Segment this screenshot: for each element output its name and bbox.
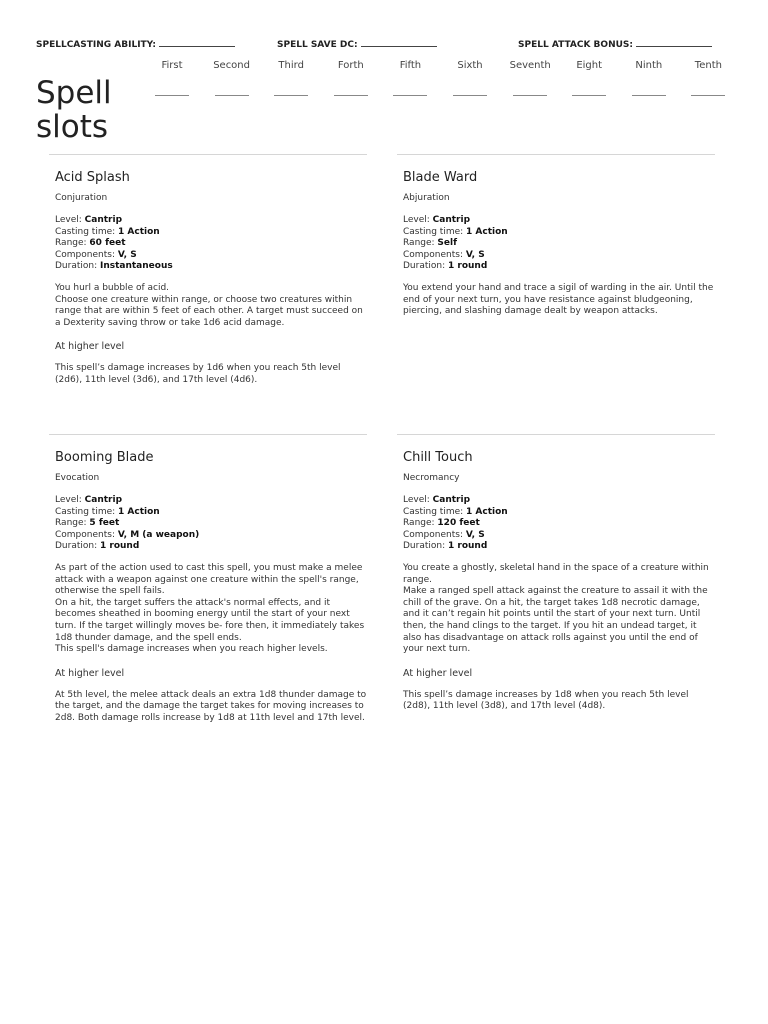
stat-range-value: 60 feet <box>89 238 126 249</box>
spell-name: Chill Touch <box>403 450 473 465</box>
stat-casting-time <box>55 227 367 239</box>
spell-description-paragraph: This spell's damage increases when you reach higher levels. <box>55 644 328 655</box>
spell-school: Abjuration <box>403 193 450 203</box>
spell-card <box>49 154 367 387</box>
stat-duration-label: Duration: <box>403 541 448 552</box>
spell-slot-label: Second <box>213 60 250 71</box>
stat-components-value: V, M (a weapon) <box>117 529 200 540</box>
stat-components-label: Components: <box>55 249 118 260</box>
spell-slot-4 <box>331 60 371 96</box>
stat-range-label: Range: <box>403 518 438 529</box>
stat-range-label: Range: <box>55 518 90 529</box>
spell-card <box>49 434 367 725</box>
stat-duration-label: Duration: <box>55 261 100 272</box>
spell-slot-blank[interactable] <box>215 95 249 96</box>
spell-save-dc-field[interactable] <box>277 37 437 50</box>
spell-slots-title <box>36 76 146 144</box>
spell-slot-2 <box>212 60 252 96</box>
spell-slot-label: Forth <box>337 60 364 71</box>
spell-slots-title-line1: Spell <box>36 75 112 111</box>
spell-description-paragraph: Make a ranged spell attack against the creature to assail it with the chill of the grave. On a hit, the target takes 1d8 necrotic damage, and it can’t regain hit points until the start of your next turn. Until then, the hand clings to the target. If you hit an undead target, it also has disadvantage on attack rolls against you until the end of your next turn. <box>403 586 708 655</box>
spell-school: Conjuration <box>55 193 108 203</box>
spell-card-body <box>397 169 715 318</box>
spell-slot-9 <box>629 60 669 96</box>
spell-slot-8 <box>569 60 609 96</box>
header-row <box>36 37 736 51</box>
stat-range-label: Range: <box>55 238 90 249</box>
stat-level-label: Level: <box>55 495 85 505</box>
stat-level <box>403 215 715 227</box>
spell-school: Necromancy <box>403 473 460 483</box>
stat-components-label: Components: <box>403 249 466 260</box>
stat-range <box>403 518 715 530</box>
stat-level-label: Level: <box>403 215 433 225</box>
stat-casting-time-value: 1 Action <box>466 226 508 237</box>
stat-duration <box>403 541 715 553</box>
stat-range-value: 5 feet <box>89 518 120 529</box>
spell-card-body <box>397 449 715 713</box>
spell-slot-10 <box>688 60 728 96</box>
spell-card <box>397 434 715 713</box>
spell-slot-7 <box>510 60 550 96</box>
spell-name: Acid Splash <box>55 170 130 185</box>
stat-components-value: V, S <box>117 249 137 260</box>
spell-slot-blank[interactable] <box>632 95 666 96</box>
spell-slot-label: Tenth <box>694 60 722 71</box>
spell-attack-bonus-field[interactable] <box>518 37 712 50</box>
at-higher-level-heading: At higher level <box>55 667 125 679</box>
spell-slot-blank[interactable] <box>334 95 368 96</box>
at-higher-level-heading: At higher level <box>55 341 125 353</box>
spell-description-paragraph: You hurl a bubble of acid. <box>55 282 170 293</box>
spell-card-body <box>49 449 367 725</box>
spell-attack-bonus-label: SPELL ATTACK BONUS: <box>518 40 633 50</box>
stat-casting-time-label: Casting time: <box>403 226 467 237</box>
stat-duration <box>55 261 367 273</box>
stat-duration <box>55 541 367 553</box>
stat-components <box>403 250 715 262</box>
stat-level-value: Cantrip <box>84 215 123 225</box>
spell-slot-label: Third <box>278 60 304 71</box>
stat-casting-time-label: Casting time: <box>55 506 119 517</box>
spell-slot-label: Eight <box>576 60 603 71</box>
stat-duration-label: Duration: <box>403 261 448 272</box>
spell-stats <box>403 495 715 553</box>
spell-slot-blank[interactable] <box>393 95 427 96</box>
spell-stats <box>55 215 367 273</box>
spell-slot-label: Seventh <box>509 60 551 71</box>
stat-duration <box>403 261 715 273</box>
stat-components <box>55 250 367 262</box>
stat-range <box>55 238 367 250</box>
spell-description-paragraph: Choose one creature within range, or choose two creatures within range that are within 5 feet of each other. A target must succeed on a Dexterity saving throw or take 1d6 acid damage. <box>55 294 363 328</box>
spell-slots-title-line2: slots <box>36 109 109 145</box>
spell-slot-blank[interactable] <box>513 95 547 96</box>
spell-slot-5 <box>390 60 430 96</box>
stat-casting-time-value: 1 Action <box>466 506 508 517</box>
stat-level-value: Cantrip <box>432 495 471 505</box>
spell-slot-blank[interactable] <box>572 95 606 96</box>
stat-duration-value: 1 round <box>447 261 488 272</box>
spell-save-dc-blank[interactable] <box>361 37 437 47</box>
spell-card <box>397 154 715 318</box>
spell-description <box>55 563 367 656</box>
spell-slot-blank[interactable] <box>274 95 308 96</box>
at-higher-level-heading: At higher level <box>403 667 473 679</box>
stat-casting-time-value: 1 Action <box>118 226 160 237</box>
spellcasting-ability-blank[interactable] <box>159 37 235 47</box>
at-higher-level-text: At 5th level, the melee attack deals an extra 1d8 thunder damage to the target, and the damage the target takes for moving increases to 2d8. Both damage rolls increase by 1d8 at 11th level and 17th level. <box>55 689 367 723</box>
spell-slot-label: Ninth <box>635 60 663 71</box>
spell-slot-label: First <box>161 60 183 71</box>
spell-description <box>403 283 715 318</box>
spell-attack-bonus-blank[interactable] <box>636 37 712 47</box>
spell-school: Evocation <box>55 473 100 483</box>
stat-casting-time <box>55 507 367 519</box>
spell-name: Booming Blade <box>55 450 154 465</box>
stat-casting-time-label: Casting time: <box>55 226 119 237</box>
stat-casting-time-value: 1 Action <box>118 506 160 517</box>
stat-range-value: 120 feet <box>437 518 480 529</box>
spell-slot-blank[interactable] <box>453 95 487 96</box>
stat-range <box>55 518 367 530</box>
spellcasting-ability-field[interactable] <box>36 37 235 50</box>
stat-level <box>403 495 715 507</box>
stat-range <box>403 238 715 250</box>
spell-slot-1 <box>152 60 192 96</box>
spell-description-paragraph: On a hit, the target suffers the attack's normal effects, and it becomes sheathed in booming energy until the start of your next turn. If the target willingly moves be- fore then, it immediately takes 1d8 thunder damage, and the spell ends. <box>55 597 365 643</box>
spellcasting-ability-label: SPELLCASTING ABILITY: <box>36 40 157 50</box>
stat-level <box>55 495 367 507</box>
stat-components <box>403 530 715 542</box>
stat-range-label: Range: <box>403 238 438 249</box>
spell-description-paragraph: You create a ghostly, skeletal hand in the space of a creature within range. <box>403 562 709 585</box>
spell-stats <box>403 215 715 273</box>
spell-slot-3 <box>271 60 311 96</box>
stat-level-value: Cantrip <box>432 215 471 225</box>
spell-save-dc-label: SPELL SAVE DC: <box>277 40 358 50</box>
spell-stats <box>55 495 367 553</box>
spell-description-paragraph: As part of the action used to cast this spell, you must make a melee attack with a weapon against one creature within the spell's range, otherwise the spell fails. <box>55 562 363 597</box>
stat-duration-value: 1 round <box>99 541 140 552</box>
stat-casting-time-label: Casting time: <box>403 506 467 517</box>
stat-components-value: V, S <box>465 249 485 260</box>
stat-casting-time <box>403 227 715 239</box>
at-higher-level-text: This spell’s damage increases by 1d8 when you reach 5th level (2d8), 11th level (3d8), and 17th level (4d8). <box>403 689 689 712</box>
spell-card-body <box>49 169 367 387</box>
stat-components-label: Components: <box>403 529 466 540</box>
stat-components-label: Components: <box>55 529 118 540</box>
stat-level <box>55 215 367 227</box>
spell-name: Blade Ward <box>403 170 478 185</box>
spell-slot-label: Sixth <box>457 60 483 71</box>
spell-slot-blank[interactable] <box>155 95 189 96</box>
stat-duration-label: Duration: <box>55 541 100 552</box>
stat-components-value: V, S <box>465 529 485 540</box>
stat-level-label: Level: <box>55 215 85 225</box>
spell-description-paragraph: You extend your hand and trace a sigil of warding in the air. Until the end of your next turn, you have resistance against bludgeoning, piercing, and slashing damage dealt by weapon attacks. <box>403 282 714 317</box>
stat-duration-value: Instantaneous <box>99 261 173 272</box>
stat-components <box>55 530 367 542</box>
spell-description <box>55 283 367 329</box>
stat-level-value: Cantrip <box>84 495 123 505</box>
spell-slot-blank[interactable] <box>691 95 725 96</box>
spell-slot-6 <box>450 60 490 96</box>
stat-duration-value: 1 round <box>447 541 488 552</box>
spell-slot-label: Fifth <box>399 60 422 71</box>
stat-level-label: Level: <box>403 495 433 505</box>
stat-range-value: Self <box>437 238 458 249</box>
stat-casting-time <box>403 507 715 519</box>
at-higher-level-text: This spell’s damage increases by 1d6 when you reach 5th level (2d6), 11th level (3d6), and 17th level (4d6). <box>55 363 341 385</box>
spell-description <box>403 563 715 656</box>
